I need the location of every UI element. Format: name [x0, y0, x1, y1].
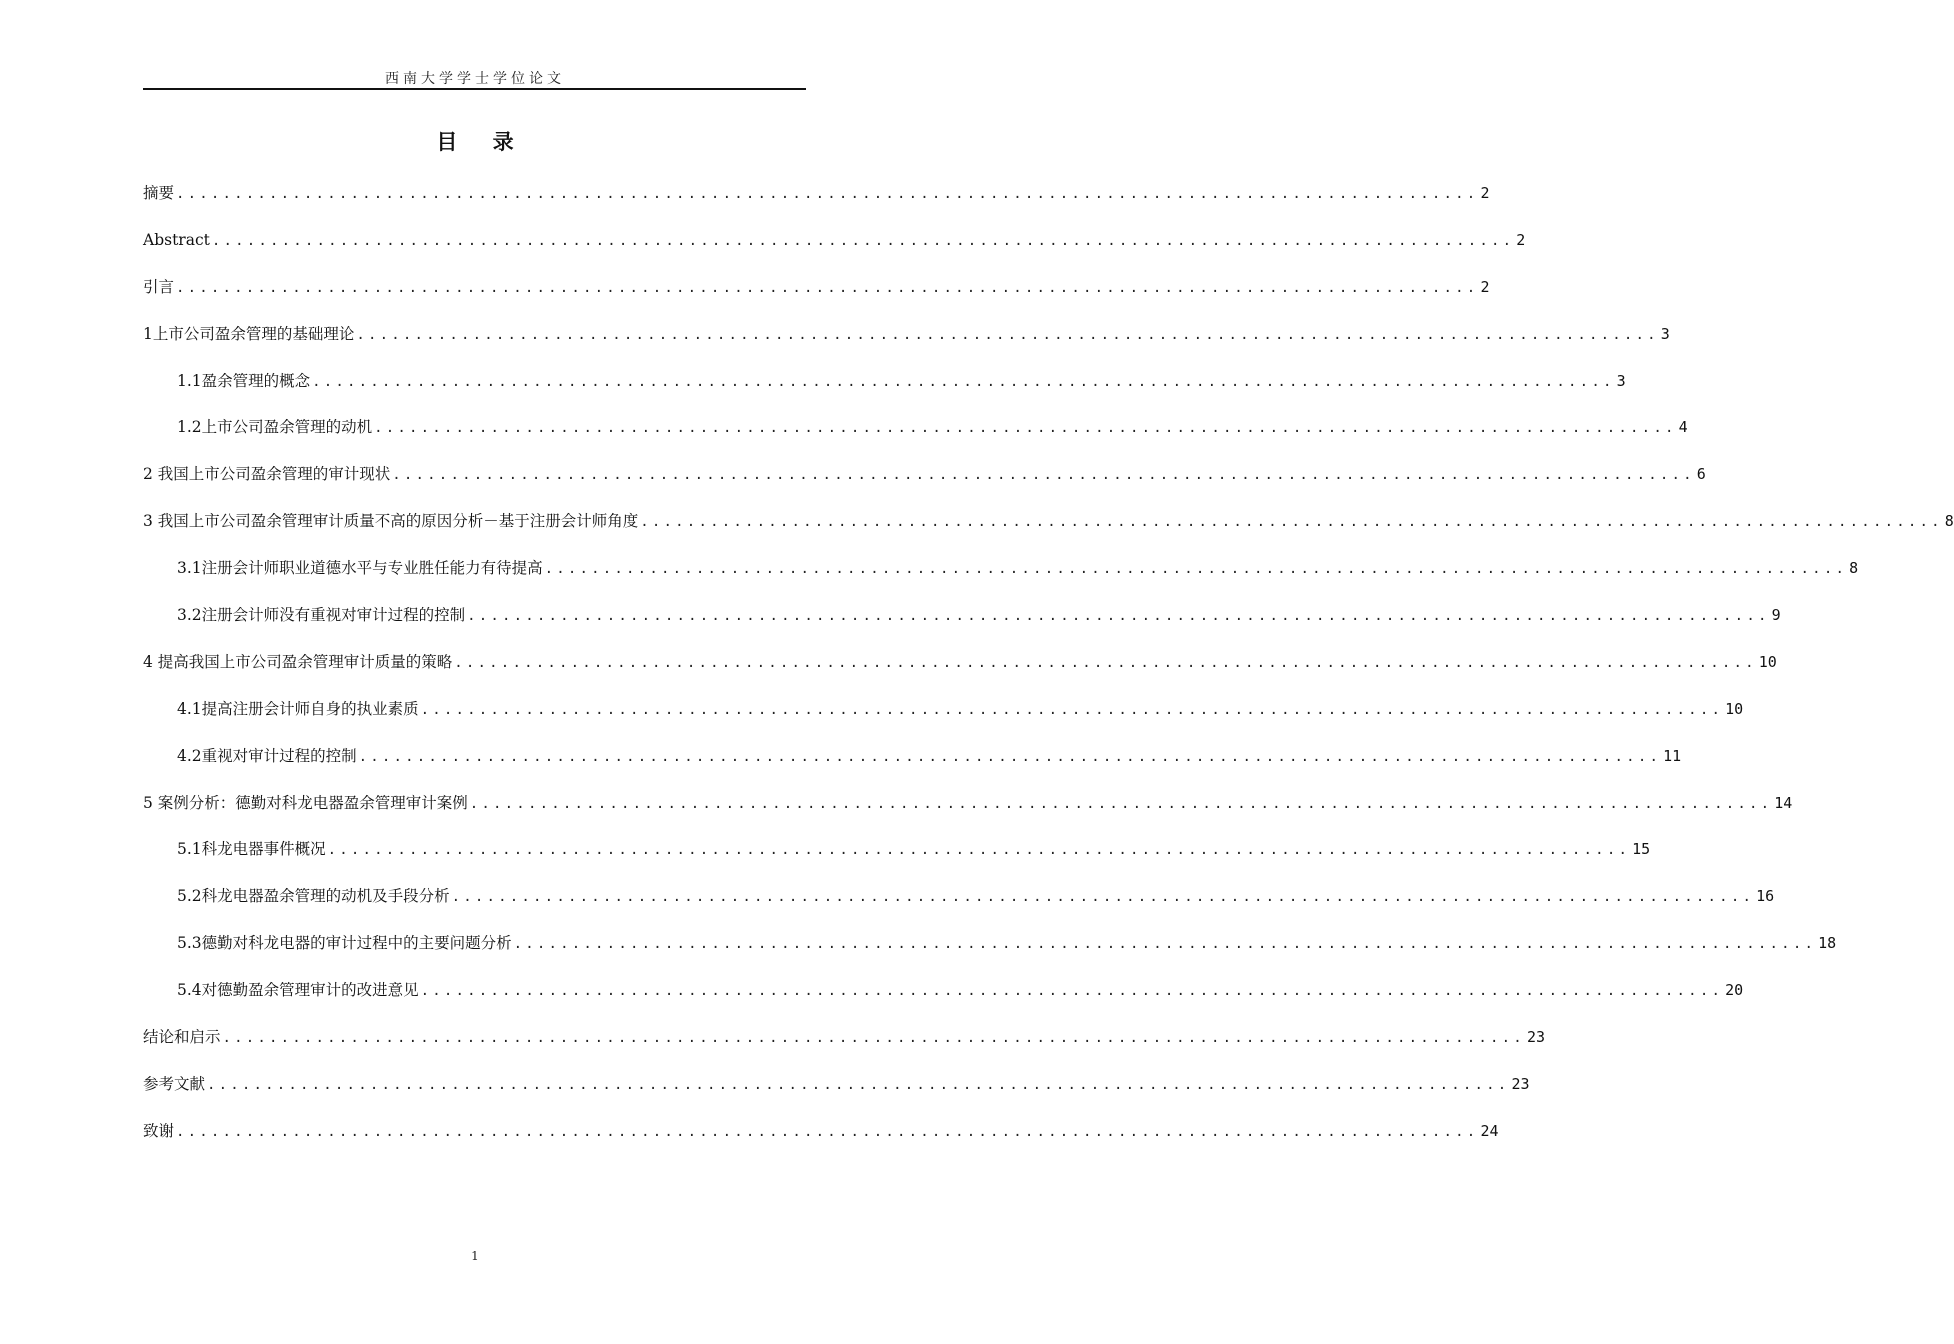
toc-entry-page: 3 — [1616, 371, 1626, 390]
toc-entry-label: 4.2重视对审计过程的控制 — [177, 746, 357, 765]
toc-entry-label: 4.1提高注册会计师自身的执业素质 — [177, 699, 419, 718]
toc-entry-label: 3.1注册会计师职业道德水平与专业胜任能力有待提高 — [177, 559, 543, 578]
toc-dot-leader: ................................................................................................................ — [358, 748, 1662, 765]
toc-entry-label: 5 案例分析：德勤对科龙电器盈余管理审计案例 — [143, 793, 468, 812]
toc-entry-label: 4 提高我国上市公司盈余管理审计质量的策略 — [143, 652, 453, 671]
toc-entry-page: 24 — [1480, 1121, 1499, 1140]
toc-entry[interactable] — [143, 415, 1688, 462]
toc-entry-label: 1.1盈余管理的概念 — [177, 371, 311, 390]
toc-entry-page: 23 — [1511, 1074, 1530, 1093]
toc-entry[interactable] — [143, 884, 1775, 931]
toc-entry-label: 5.4对德勤盈余管理审计的改进意见 — [177, 981, 419, 1000]
toc-entry[interactable] — [143, 1072, 1530, 1119]
toc-entry[interactable] — [143, 369, 1626, 416]
toc-entry[interactable] — [143, 837, 1651, 884]
toc-entry-label: 引言 — [143, 277, 175, 296]
toc-entry-label: 摘要 — [143, 184, 175, 202]
toc-entry-label: Abstract — [143, 230, 210, 249]
toc-entry-page: 2 — [1480, 277, 1490, 296]
toc-entry-page: 18 — [1818, 934, 1837, 953]
toc-entry[interactable] — [143, 603, 1781, 650]
toc-entry[interactable] — [143, 697, 1744, 744]
toc-entry[interactable] — [143, 462, 1706, 509]
toc-entry-page: 3 — [1660, 324, 1670, 343]
toc-entry[interactable] — [143, 1025, 1545, 1072]
toc-entry[interactable] — [143, 181, 1490, 228]
table-of-contents — [143, 181, 1954, 1166]
toc-dot-leader: ................................................................................................................ — [176, 1123, 1479, 1140]
toc-entry-label: 2 我国上市公司盈余管理的审计现状 — [143, 465, 391, 484]
toc-entry-label: 5.1科龙电器事件概况 — [177, 840, 326, 859]
toc-entry[interactable] — [143, 509, 1954, 556]
toc-entry-page: 15 — [1632, 840, 1651, 859]
toc-entry-label: 参考文献 — [143, 1074, 206, 1093]
toc-dot-leader: ................................................................................................................ — [176, 279, 1479, 296]
toc-entry-label: 1上市公司盈余管理的基础理论 — [143, 324, 355, 343]
toc-dot-leader: ................................................................................................................ — [640, 514, 1943, 531]
toc-entry[interactable] — [143, 1119, 1499, 1166]
toc-dot-leader: ................................................................................................................ — [420, 983, 1724, 1000]
toc-entry-label: 5.2科龙电器盈余管理的动机及手段分析 — [177, 887, 450, 906]
toc-entry-label: 致谢 — [143, 1121, 175, 1140]
toc-dot-leader: ................................................................................................................ — [374, 420, 1677, 437]
toc-dot-leader: ................................................................................................................ — [207, 1076, 1510, 1093]
toc-dot-leader: ................................................................................................................ — [544, 561, 1848, 578]
toc-entry-label: 3 我国上市公司盈余管理审计质量不高的原因分析－基于注册会计师角度 — [143, 512, 639, 531]
toc-entry-page: 8 — [1944, 512, 1954, 531]
toc-dot-leader: ................................................................................................................ — [222, 1030, 1525, 1047]
toc-dot-leader: ................................................................................................................ — [420, 701, 1724, 718]
toc-entry-page: 10 — [1758, 652, 1777, 671]
toc-dot-leader: ................................................................................................................ — [451, 889, 1755, 906]
running-header: 西南大学学士学位论文 — [385, 71, 565, 87]
toc-entry-page: 9 — [1771, 606, 1781, 625]
toc-entry-page: 4 — [1678, 418, 1688, 437]
toc-entry[interactable] — [143, 228, 1526, 275]
toc-dot-leader: ................................................................................................................ — [469, 795, 1773, 812]
toc-entry-page: 16 — [1756, 887, 1775, 906]
toc-entry-page: 8 — [1849, 559, 1859, 578]
toc-dot-leader: ................................................................................................................ — [356, 326, 1659, 343]
toc-entry[interactable] — [143, 275, 1490, 322]
toc-entry-page: 23 — [1526, 1028, 1545, 1047]
toc-dot-leader: ................................................................................................................ — [211, 232, 1515, 249]
toc-entry[interactable] — [143, 556, 1859, 603]
toc-entry-page: 2 — [1480, 184, 1490, 202]
header-rule — [143, 88, 806, 90]
toc-entry-page: 14 — [1774, 793, 1793, 812]
page-number: 1 — [471, 1249, 479, 1263]
toc-dot-leader: ................................................................................................................ — [454, 654, 1757, 671]
toc-entry-page: 2 — [1516, 230, 1526, 249]
toc-entry-label: 3.2注册会计师没有重视对审计过程的控制 — [177, 606, 466, 625]
toc-entry-page: 10 — [1725, 699, 1744, 718]
toc-entry-page: 6 — [1696, 465, 1706, 484]
toc-entry[interactable] — [143, 744, 1682, 791]
toc-dot-leader: ................................................................................................................ — [513, 936, 1817, 953]
toc-entry-page: 11 — [1663, 746, 1682, 765]
toc-entry[interactable] — [143, 650, 1777, 697]
toc-dot-leader: ................................................................................................................ — [312, 373, 1615, 390]
toc-entry-label: 结论和启示 — [143, 1028, 221, 1047]
toc-entry[interactable] — [143, 322, 1670, 369]
toc-dot-leader: ................................................................................................................ — [392, 467, 1695, 484]
toc-entry[interactable] — [143, 978, 1744, 1025]
toc-entry-label: 1.2上市公司盈余管理的动机 — [177, 418, 373, 437]
toc-entry[interactable] — [143, 791, 1793, 838]
toc-entry[interactable] — [143, 931, 1837, 978]
toc-title: 目 录 — [436, 129, 528, 154]
toc-dot-leader: ................................................................................................................ — [327, 842, 1631, 859]
toc-entry-label: 5.3德勤对科龙电器的审计过程中的主要问题分析 — [177, 934, 512, 953]
toc-dot-leader: ................................................................................................................ — [176, 186, 1479, 202]
toc-dot-leader: ................................................................................................................ — [467, 608, 1770, 625]
toc-entry-page: 20 — [1725, 981, 1744, 1000]
